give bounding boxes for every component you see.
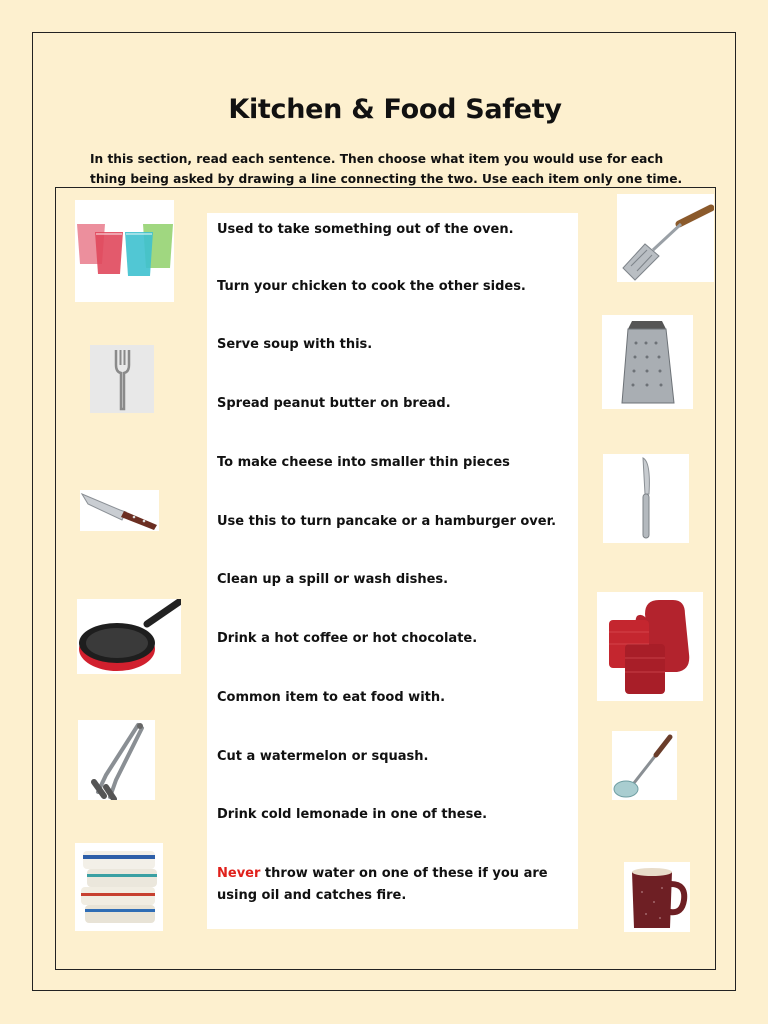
sentence-2: Turn your chicken to cook the other sides. [217, 279, 526, 294]
butter-knife-icon[interactable] [603, 454, 689, 543]
cheese-grater-icon[interactable] [602, 315, 693, 409]
chef-knife-icon[interactable] [80, 490, 159, 531]
page-title: Kitchen & Food Safety [228, 94, 562, 125]
sentence-3: Serve soup with this. [217, 337, 373, 352]
coffee-mug-icon[interactable] [624, 862, 690, 932]
frying-pan-icon[interactable] [77, 599, 181, 674]
ladle-icon[interactable] [612, 731, 677, 800]
sentence-8: Drink a hot coffee or hot chocolate. [217, 631, 478, 646]
sentence-7: Clean up a spill or wash dishes. [217, 572, 449, 587]
instructions-text: In this section, read each sentence. Then choose what item you would use for each thing being asked by drawing a line connecting the two. Use each item only one time. [90, 152, 683, 186]
sentence-9: Common item to eat food with. [217, 690, 446, 705]
sentence-4: Spread peanut butter on bread. [217, 396, 451, 411]
sentence-11: Drink cold lemonade in one of these. [217, 807, 488, 822]
sentence-5: To make cheese into smaller thin pieces [217, 455, 510, 470]
fork-icon[interactable] [90, 345, 154, 413]
never-highlight: Never [217, 866, 261, 881]
sentence-1: Used to take something out of the oven. [217, 222, 514, 237]
oven-mitt-icon[interactable] [597, 592, 703, 701]
sentence-6: Use this to turn pancake or a hamburger over. [217, 514, 557, 529]
spatula-icon[interactable] [617, 194, 714, 282]
drinking-glasses-icon[interactable] [75, 200, 174, 302]
tongs-icon[interactable] [78, 720, 155, 800]
dish-towels-icon[interactable] [75, 843, 163, 931]
sentence-10: Cut a watermelon or squash. [217, 749, 429, 764]
sentence-12 [217, 863, 572, 907]
sentence-12-rest: throw water on one of these if you are [260, 866, 548, 881]
sentence-12-line2: using oil and catches fire. [217, 888, 407, 903]
